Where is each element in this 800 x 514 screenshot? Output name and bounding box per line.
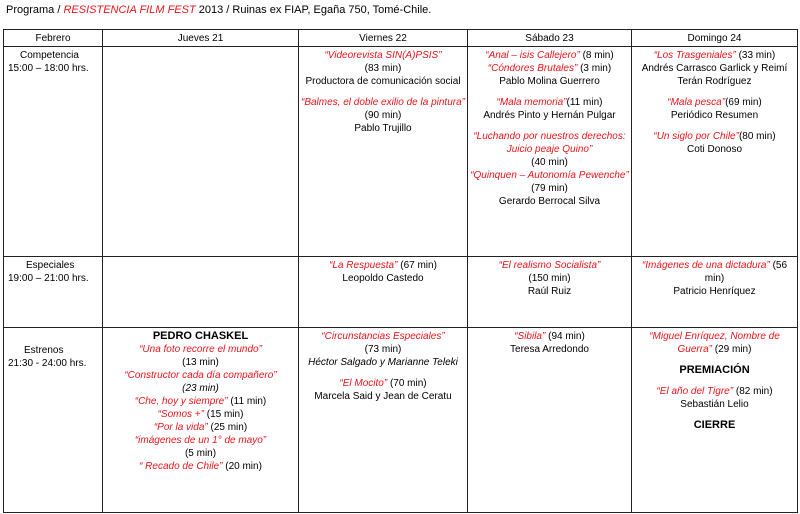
film-title: “Un siglo por Chile” bbox=[653, 131, 739, 142]
film-title: “Miguel Enríquez, Nombre de Guerra” bbox=[649, 331, 780, 355]
schedule-table bbox=[3, 29, 798, 513]
film-duration: (67 min) bbox=[400, 260, 437, 271]
title-prefix: Programa / bbox=[6, 4, 64, 16]
film-duration: (79 min) bbox=[531, 183, 568, 194]
film-author: Gerardo Berrocal Silva bbox=[498, 196, 601, 207]
cell-vie-est bbox=[299, 328, 468, 513]
film-author: Pablo Molina Guerrero bbox=[499, 76, 600, 87]
film-author: Andrés Carrasco Garlick y Reimí Terán Rodríguez bbox=[641, 63, 788, 87]
film-author: Coti Donoso bbox=[686, 144, 743, 155]
film-title: “Anal – isis Callejero” bbox=[485, 50, 580, 61]
film-author: Héctor Salgado y Marianne Teleki bbox=[308, 357, 458, 368]
row-label: Competencia bbox=[20, 50, 79, 61]
closing: CIERRE bbox=[693, 419, 736, 431]
film-duration: (83 min) bbox=[364, 63, 402, 74]
row-time: 15:00 – 18:00 hrs. bbox=[8, 63, 89, 74]
row-competencia bbox=[4, 47, 798, 257]
col-jueves: Jueves 21 bbox=[103, 30, 299, 47]
row-time: 21:30 - 24:00 hrs. bbox=[8, 358, 87, 369]
film-duration: (25 min) bbox=[210, 422, 248, 433]
film-title: “Somos +” bbox=[157, 409, 204, 420]
title-suffix: 2013 / Ruinas ex FIAP, Egaña 750, Tomé-Chile. bbox=[195, 4, 432, 16]
film-duration: (33 min) bbox=[738, 50, 776, 61]
film-title: “Che, hoy y siempre” bbox=[134, 396, 228, 407]
film-author: Pablo Trujillo bbox=[354, 123, 412, 134]
film-duration: (94 min) bbox=[548, 331, 585, 342]
cell-vie-esp bbox=[299, 257, 468, 328]
film-title: “El realismo Socialista” bbox=[498, 260, 601, 271]
cell-jue-est bbox=[103, 328, 299, 513]
film-duration: (69 min) bbox=[725, 97, 762, 108]
film-title: “Sibila” bbox=[514, 331, 546, 342]
film-duration: (150 min) bbox=[528, 273, 571, 284]
cell-jue-comp bbox=[103, 47, 299, 257]
film-author: Productora de comunicación social bbox=[305, 76, 461, 87]
row-label: Especiales bbox=[26, 260, 75, 271]
film-duration: (3 min) bbox=[580, 63, 612, 74]
film-title: “Luchando por nuestros derechos: Juicio peaje Quino” bbox=[473, 131, 626, 155]
film-title: “La Respuesta” bbox=[329, 260, 398, 271]
cell-dom-est bbox=[632, 328, 798, 513]
film-duration: (70 min) bbox=[389, 378, 427, 389]
cell-sab-comp bbox=[468, 47, 632, 257]
film-author: Sebastián Lelio bbox=[680, 399, 749, 410]
film-title: “Cóndores Brutales” bbox=[487, 63, 578, 74]
page-title bbox=[6, 4, 431, 16]
col-domingo: Domingo 24 bbox=[632, 30, 798, 47]
film-title: “Mala pesca” bbox=[667, 97, 726, 108]
label-estrenos bbox=[4, 328, 103, 513]
film-author: Periódico Resumen bbox=[670, 110, 759, 121]
film-title: “Los Trasgeniales” bbox=[653, 50, 736, 61]
film-duration: (80 min) bbox=[738, 131, 776, 142]
film-title: “El año del Tigre” bbox=[656, 386, 734, 397]
film-title: “Quinquen – Autonomía Pewenche” bbox=[470, 170, 629, 181]
label-especiales bbox=[4, 257, 103, 328]
film-title: “Por la vida” bbox=[153, 422, 208, 433]
film-author: Andrés Pinto y Hernán Pulgar bbox=[483, 110, 616, 121]
row-especiales bbox=[4, 257, 798, 328]
film-duration: (15 min) bbox=[206, 409, 244, 420]
cell-vie-comp bbox=[299, 47, 468, 257]
col-sabado: Sábado 23 bbox=[468, 30, 632, 47]
cell-sab-esp bbox=[468, 257, 632, 328]
row-estrenos bbox=[4, 328, 798, 513]
film-duration: (11 min) bbox=[566, 97, 603, 108]
film-title: “Videorevista SIN(A)PSIS” bbox=[324, 50, 442, 61]
festival-name: RESISTENCIA FILM FEST bbox=[63, 4, 196, 16]
film-duration: (23 min) bbox=[182, 383, 219, 394]
label-competencia bbox=[4, 47, 103, 257]
film-title: “imágenes de un 1° de mayo” bbox=[134, 435, 267, 446]
header-row bbox=[4, 30, 798, 47]
film-author: Leopoldo Castedo bbox=[342, 273, 424, 284]
film-title: “Balmes, el doble exilio de la pintura” bbox=[301, 97, 465, 108]
film-title: “Mala memoria” bbox=[496, 97, 567, 108]
film-duration: (13 min) bbox=[182, 357, 219, 368]
film-duration: (90 min) bbox=[364, 110, 402, 121]
film-author: Teresa Arredondo bbox=[510, 344, 589, 355]
col-febrero: Febrero bbox=[4, 30, 103, 47]
cell-jue-esp bbox=[103, 257, 299, 328]
film-author: Raúl Ruiz bbox=[527, 286, 572, 297]
cell-dom-esp bbox=[632, 257, 798, 328]
film-author: Marcela Said y Jean de Ceratu bbox=[314, 391, 452, 402]
cell-sab-est bbox=[468, 328, 632, 513]
film-title: “Circunstancias Especiales” bbox=[321, 331, 445, 342]
cell-dom-comp bbox=[632, 47, 798, 257]
film-duration: (11 min) bbox=[230, 396, 267, 407]
film-duration: (5 min) bbox=[184, 448, 217, 459]
film-title: “ Recado de Chile” bbox=[139, 461, 223, 472]
row-time: 19:00 – 21:00 hrs. bbox=[8, 273, 89, 284]
film-title: “Constructor cada día compañero” bbox=[124, 370, 277, 381]
col-viernes: Viernes 22 bbox=[299, 30, 468, 47]
director-heading: PEDRO CHASKEL bbox=[152, 330, 249, 342]
row-label: Estrenos bbox=[24, 345, 64, 356]
film-title: “El Mocito” bbox=[339, 378, 388, 389]
film-duration: (29 min) bbox=[714, 344, 752, 355]
film-title: “Imágenes de una dictadura” bbox=[641, 260, 770, 271]
film-duration: (40 min) bbox=[531, 157, 568, 168]
film-duration: (73 min) bbox=[364, 344, 402, 355]
film-title: “Una foto recorre el mundo” bbox=[139, 344, 262, 355]
film-duration: (56 min) bbox=[704, 260, 788, 284]
film-duration: (82 min) bbox=[735, 386, 773, 397]
film-duration: (8 min) bbox=[582, 50, 614, 61]
film-duration: (20 min) bbox=[225, 461, 262, 472]
award-ceremony: PREMIACIÓN bbox=[679, 364, 750, 376]
film-author: Patricio Henríquez bbox=[673, 286, 756, 297]
